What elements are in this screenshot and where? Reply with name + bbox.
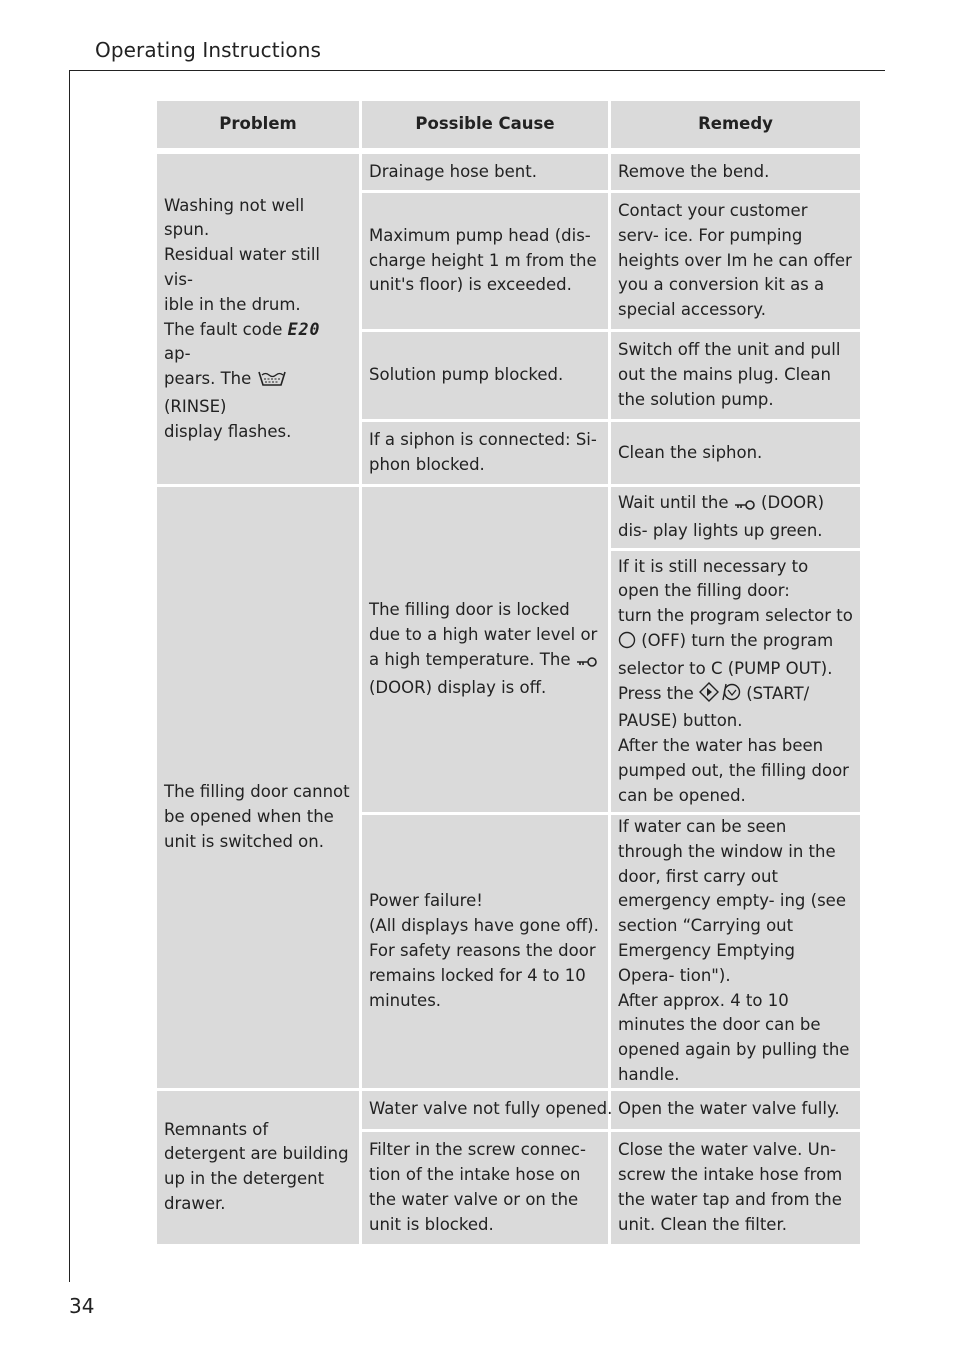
- header-rule: [69, 70, 885, 71]
- cause-cell: Maximum pump head (dis- charge height 1 m from the unit's floor) is exceeded.: [362, 193, 608, 329]
- troubleshooting-table: [154, 98, 863, 1247]
- page-number: 34: [69, 1294, 95, 1318]
- cause-cell: Drainage hose bent.: [362, 154, 608, 190]
- remedy-cell: Open the water valve fully.: [611, 1091, 860, 1129]
- problem-text: The fault code: [164, 319, 283, 339]
- remedy-text: (OFF) turn the program selector to C (PUMP OUT).: [618, 630, 834, 678]
- cause-cell: [362, 487, 608, 812]
- table-row: [157, 487, 860, 548]
- problem-text: pears. The: [164, 369, 252, 389]
- header-possible-cause: Possible Cause: [362, 101, 608, 148]
- header-problem: Problem: [157, 101, 359, 148]
- rinse-icon: [257, 369, 287, 395]
- remedy-cell: Contact your customer serv- ice. For pumping heights over Im he can offer you a conversion kit as a special accessory.: [611, 193, 860, 329]
- table-row: [157, 1091, 860, 1129]
- remedy-text: (DOOR) dis- play lights up green.: [618, 493, 825, 540]
- remedy-cell: Remove the bend.: [611, 154, 860, 190]
- cause-text: (All displays have gone off).: [369, 916, 599, 936]
- problem-text: Residual water still vis-: [164, 245, 321, 289]
- remedy-cell: Switch off the unit and pull out the mains plug. Clean the solution pump.: [611, 332, 860, 419]
- remedy-text: After approx. 4 to 10 minutes the door can be opened again by pulling the handle.: [618, 990, 850, 1084]
- remedy-text: After the water has been pumped out, the filling door can be opened.: [618, 736, 849, 805]
- cause-cell: Filter in the screw connec- tion of the intake hose on the water valve or on the unit is blocked.: [362, 1132, 608, 1244]
- header-title: Operating Instructions: [95, 38, 322, 62]
- problem-text: ap-: [164, 344, 191, 364]
- problem-text: display flashes.: [164, 421, 292, 441]
- problem-cell: Remnants of detergent are building up in the detergent drawer.: [157, 1091, 359, 1244]
- remedy-cell: [611, 551, 860, 812]
- remedy-cell: [611, 487, 860, 548]
- off-icon: [618, 631, 636, 657]
- table-header-row: [157, 101, 860, 148]
- table-row: [157, 154, 860, 190]
- problem-cell: The filling door cannot be opened when the unit is switched on.: [157, 487, 359, 1088]
- remedy-text: If water can be seen through the window in the door, first carry out emergency empty- ing (see section “Carrying out Emergency Emptying Opera- tion").: [618, 817, 846, 985]
- remedy-text: Wait until the: [618, 493, 729, 513]
- fault-code: E20: [287, 319, 321, 339]
- cause-cell: Water valve not fully opened.: [362, 1091, 608, 1129]
- remedy-cell: Clean the siphon.: [611, 422, 860, 484]
- remedy-text: (START/ PAUSE) button.: [618, 683, 810, 731]
- remedy-text: If it is still necessary to open the filling door:: [618, 556, 809, 601]
- cause-text: For safety reasons the door remains locked for 4 to 10 minutes.: [369, 940, 596, 1010]
- problem-text: Washing not well spun.: [164, 195, 305, 240]
- remedy-cell: Close the water valve. Un- screw the intake hose from the water tap and from the unit. Clean the filter.: [611, 1132, 860, 1244]
- margin-rule: [69, 70, 70, 1282]
- cause-text: (DOOR) display is off.: [369, 677, 547, 697]
- cause-cell: Solution pump blocked.: [362, 332, 608, 419]
- problem-cell: [157, 154, 359, 484]
- problem-text: (RINSE): [164, 396, 227, 416]
- problem-text: ible in the drum.: [164, 294, 301, 314]
- header-remedy: Remedy: [611, 101, 860, 148]
- remedy-cell: [611, 815, 860, 1088]
- start-pause-icon: [699, 682, 741, 710]
- remedy-text: turn the program selector to: [618, 606, 853, 626]
- cause-cell: If a siphon is connected: Si- phon blocked.: [362, 422, 608, 484]
- cause-text: Power failure!: [369, 891, 483, 911]
- door-key-icon: [734, 494, 756, 519]
- cause-cell: [362, 815, 608, 1088]
- cause-text: The filling door is locked due to a high water level or a high temperature. The: [369, 600, 598, 669]
- remedy-text: Press the: [618, 683, 694, 703]
- door-key-icon: [576, 651, 598, 676]
